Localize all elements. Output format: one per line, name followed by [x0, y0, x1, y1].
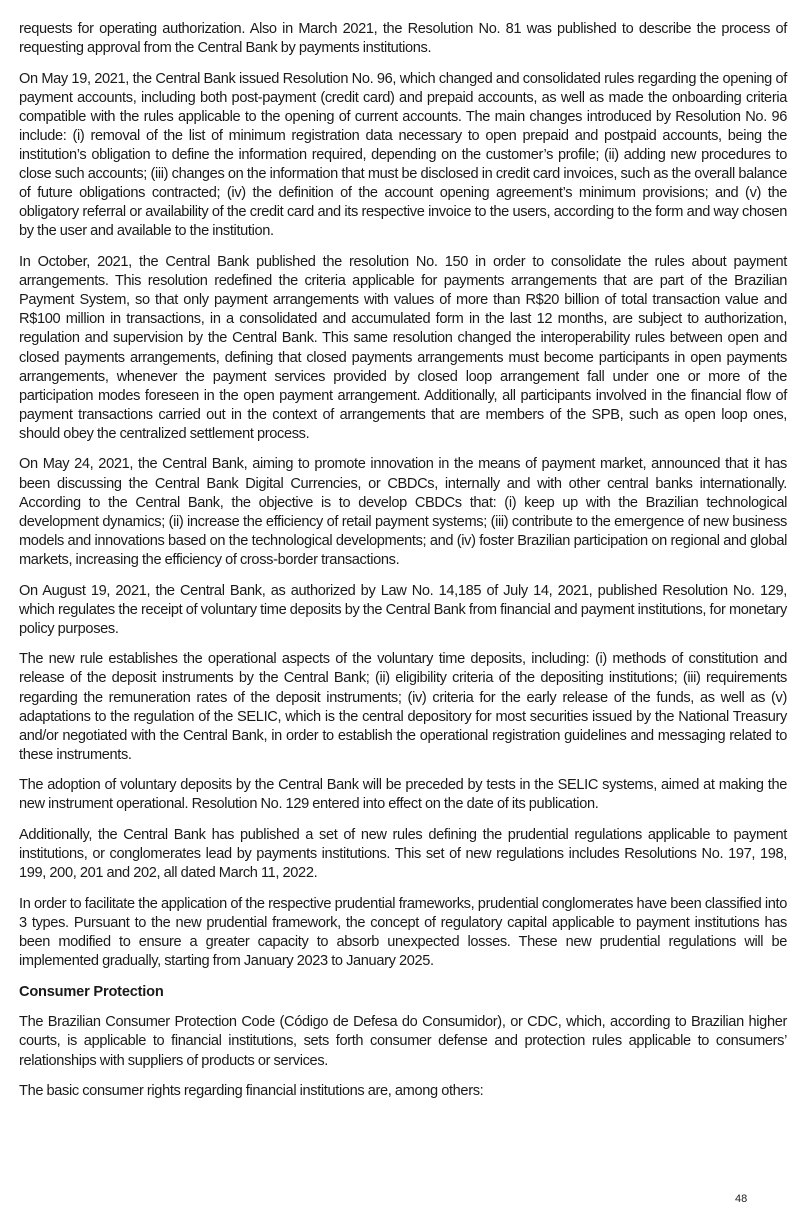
paragraph-prudential-frameworks: In order to facilitate the application of the respective prudential frameworks, prudential conglomerates have been classified into 3 types. Pursuant to the new prudential framework, the concept of regulatory capital applicable to payment institutions has been modified to ensure a greater capacity to absorb unexpected losses. These new prudential regulations will be implemented gradually, starting from January 2023 to January 2025.	[19, 895, 787, 970]
page-number: 48	[735, 1193, 748, 1205]
paragraph-voluntary-deposits-rule: The new rule establishes the operational aspects of the voluntary time deposits, including: (i) methods of constitution and release of the deposit instruments by the Central Bank; (ii) eligibility criteria of the depositing institutions; (iii) requirements regarding the remuneration rates of the deposit instruments; (iv) criteria for the early release of the funds, as well as (v) adaptations to the regulation of the SELIC, which is the central depository for most securities issued by the National Treasury and/or negotiated with the Central Bank, in order to establish the operational registration guidelines and messaging related to these instruments.	[19, 651, 787, 763]
paragraph-prudential-rules: Additionally, the Central Bank has published a set of new rules defining the prudential regulations applicable to payment institutions, or conglomerates lead by payments institutions. This set of new regulations includes Resolutions No. 197, 198, 199, 200, 201 and 202, all dated March 11, 2022.	[19, 827, 787, 882]
document-page	[19, 20, 787, 1113]
paragraph-resolution-150: In October, 2021, the Central Bank published the resolution No. 150 in order to consolidate the rules about payment arrangements. This resolution redefined the criteria applicable for payments arrangements that are part of the Brazilian Payment System, so that only payment arrangements with values of more than R$20 billion of total transaction value and R$100 million in transactions, in a consolidated and accumulated form in the last 12 months, are subject to authorization, regulation and supervision by the Central Bank. This same resolution changed the interoperability rules between open and closed payments arrangements, defining that closed payments arrangements must become participants in open payments arrangements, whenever the payment services provided by closed loop arrangement fall under one or more of the participation modes foreseen in the open payment arrangement. Additionally, all participants involved in the financial flow of payment transactions carried out in the context of arrangements that are members of the SPB, such as open loop ones, should obey the centralized settlement process.	[19, 254, 787, 442]
paragraph-selic-tests: The adoption of voluntary deposits by the Central Bank will be preceded by tests in the SELIC systems, aimed at making the new instrument operational. Resolution No. 129 entered into effect on the date of its publication.	[19, 777, 787, 813]
section-heading-consumer-protection: Consumer Protection	[19, 983, 164, 1000]
paragraph-cbdc: On May 24, 2021, the Central Bank, aiming to promote innovation in the means of payment market, announced that it has been discussing the Central Bank Digital Currencies, or CBDCs, internally and with other central banks internationally. According to the Central Bank, the objective is to develop CBDCs that: (i) keep up with the Brazilian technological development dynamics; (ii) increase the efficiency of retail payment systems; (iii) contribute to the emergence of new business models and innovations based on the technological developments; and (iv) foster Brazilian participation on regional and global markets, increasing the efficiency of cross-border transactions.	[19, 456, 787, 568]
paragraph-consumer-code: The Brazilian Consumer Protection Code (Código de Defesa do Consumidor), or CDC, which, according to Brazilian higher courts, is applicable to financial institutions, sets forth consumer defense and protection rules applicable to consumers’ relationships with suppliers of products or services.	[19, 1014, 787, 1069]
paragraph-resolution-129: On August 19, 2021, the Central Bank, as authorized by Law No. 14,185 of July 14, 2021, published Resolution No. 129, which regulates the receipt of voluntary time deposits by the Central Bank from financial and payment institutions, for monetary policy purposes.	[19, 582, 787, 637]
paragraph-resolution-96: On May 19, 2021, the Central Bank issued Resolution No. 96, which changed and consolidated rules regarding the opening of payment accounts, including both post-payment (credit card) and prepaid accounts, as well as made the onboarding criteria compatible with the rules applicable to the opening of current accounts. The main changes introduced by Resolution No. 96 include: (i) removal of the list of minimum registration data necessary to open prepaid and postpaid accounts, being the institution’s obligation to define the information required, depending on the customer’s profile; (ii) adding new procedures to close such accounts; (iii) changes on the information that must be disclosed in credit card invoices, such as the overall balance of future obligations contracted; (iv) the definition of the account opening agreement’s minimum provisions; and (v) the obligatory referral or availability of the credit card and its respective invoice to the users, according to the form and way chosen by the user and available to the institution.	[19, 70, 787, 240]
paragraph-resolution-81: requests for operating authorization. Also in March 2021, the Resolution No. 81 was published to describe the process of requesting approval from the Central Bank by payments institutions.	[19, 21, 787, 57]
paragraph-basic-consumer-rights: The basic consumer rights regarding financial institutions are, among others:	[19, 1083, 484, 1100]
